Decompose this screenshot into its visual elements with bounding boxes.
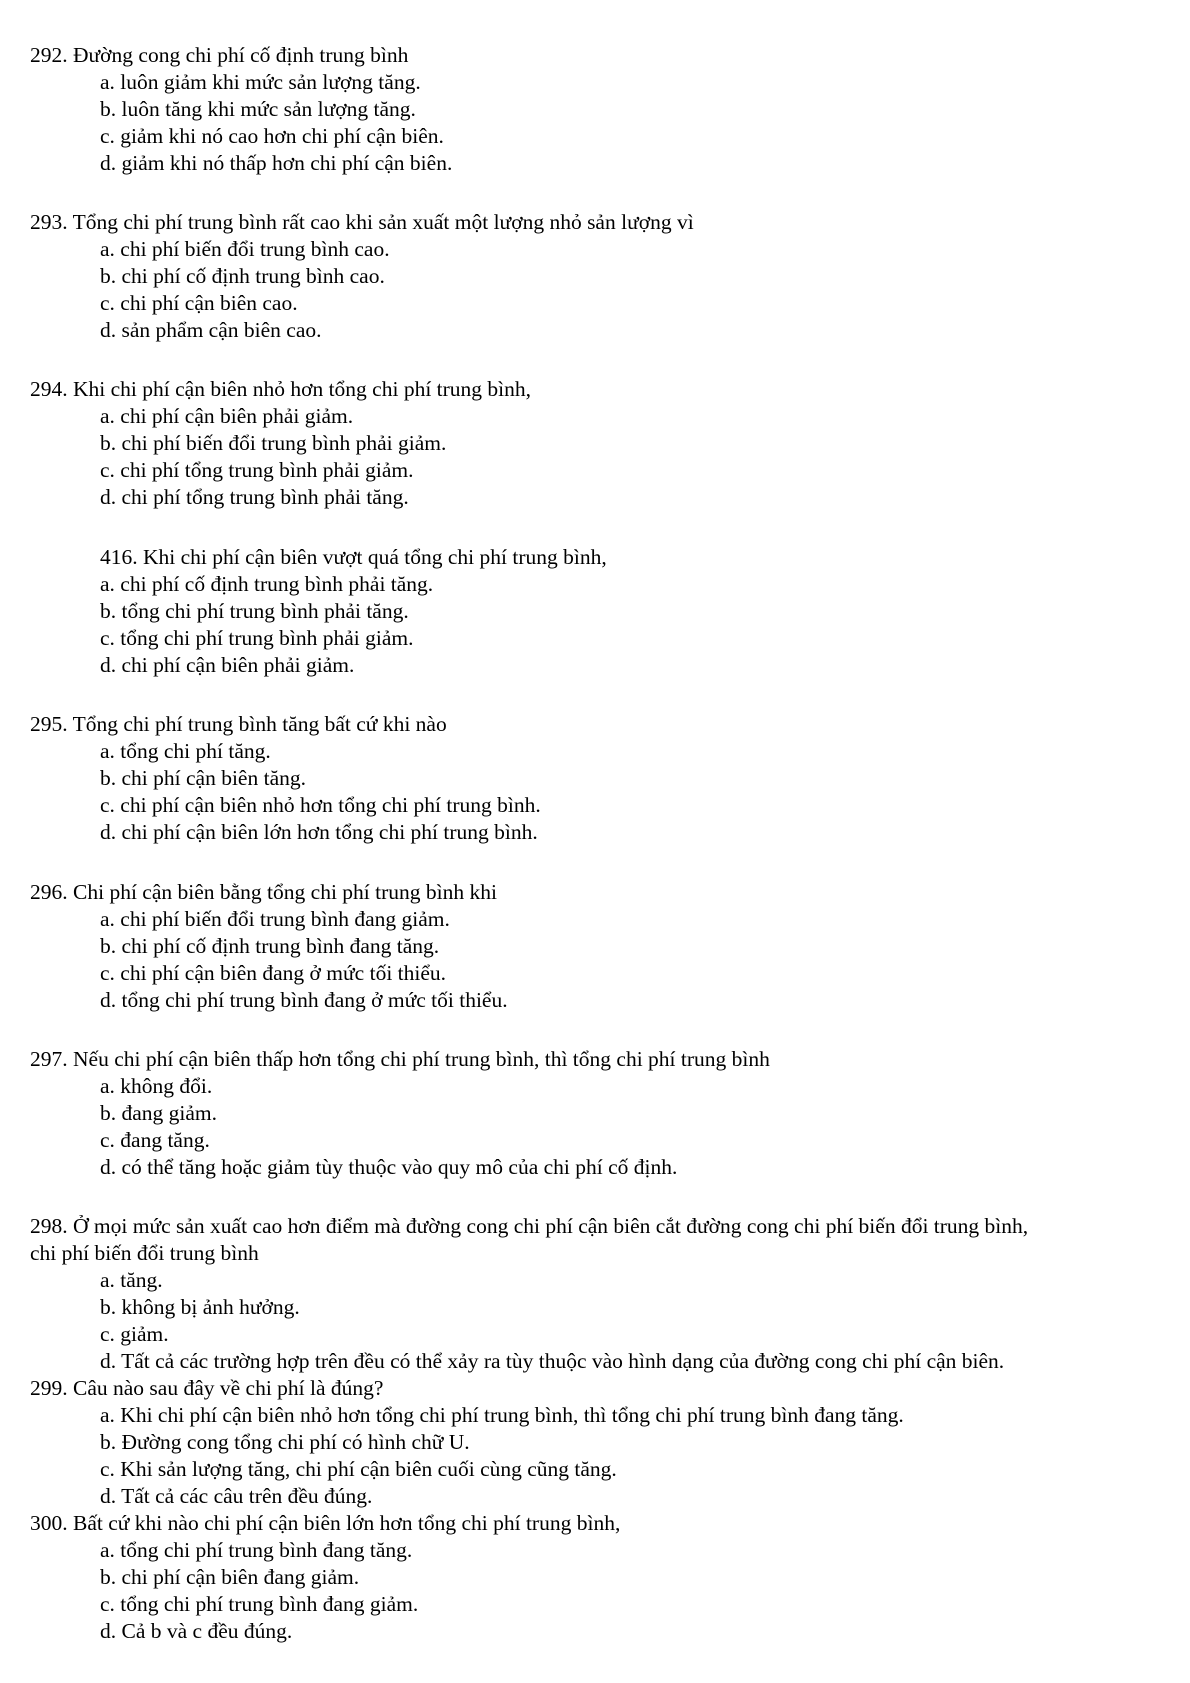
answer-option: c. chi phí cận biên nhỏ hơn tổng chi phí trung bình. (100, 793, 541, 817)
answer-option: d. có thể tăng hoặc giảm tùy thuộc vào quy mô của chi phí cố định. (100, 1155, 678, 1179)
answer-option: d. chi phí cận biên lớn hơn tổng chi phí trung bình. (100, 820, 538, 844)
answer-option: b. chi phí cố định trung bình đang tăng. (100, 934, 440, 958)
answer-option: c. chi phí cận biên đang ở mức tối thiểu. (100, 961, 447, 985)
answer-option: c. chi phí tổng trung bình phải giảm. (100, 458, 414, 482)
question-stem: 297. Nếu chi phí cận biên thấp hơn tổng chi phí trung bình, thì tổng chi phí trung bình (30, 1047, 770, 1071)
answer-option: d. tổng chi phí trung bình đang ở mức tối thiểu. (100, 988, 508, 1012)
question-stem: 416. Khi chi phí cận biên vượt quá tổng chi phí trung bình, (100, 545, 607, 569)
answer-option: a. Khi chi phí cận biên nhỏ hơn tổng chi phí trung bình, thì tổng chi phí trung bình đang tăng. (100, 1403, 904, 1427)
question-stem: 298. Ở mọi mức sản xuất cao hơn điểm mà đường cong chi phí cận biên cắt đường cong chi phí biến đổi trung bình, (30, 1214, 1029, 1238)
answer-option: a. tăng. (100, 1268, 163, 1292)
answer-option: d. Tất cả các trường hợp trên đều có thể xảy ra tùy thuộc vào hình dạng của đường cong chi phí cận biên. (100, 1349, 1005, 1373)
answer-option: b. không bị ảnh hưởng. (100, 1295, 300, 1319)
answer-option: a. không đổi. (100, 1074, 213, 1098)
answer-option: c. đang tăng. (100, 1128, 210, 1152)
answer-option: d. giảm khi nó thấp hơn chi phí cận biên. (100, 151, 453, 175)
answer-option: a. tổng chi phí tăng. (100, 739, 271, 763)
question-stem-continued: chi phí biến đổi trung bình (30, 1241, 259, 1265)
answer-option: c. chi phí cận biên cao. (100, 291, 298, 315)
answer-option: b. đang giảm. (100, 1101, 218, 1125)
answer-option: a. chi phí biến đổi trung bình cao. (100, 237, 390, 261)
answer-option: a. tổng chi phí trung bình đang tăng. (100, 1538, 413, 1562)
question-stem: 294. Khi chi phí cận biên nhỏ hơn tổng chi phí trung bình, (30, 377, 532, 401)
answer-option: d. chi phí tổng trung bình phải tăng. (100, 485, 409, 509)
question-stem: 300. Bất cứ khi nào chi phí cận biên lớn hơn tổng chi phí trung bình, (30, 1511, 621, 1535)
answer-option: b. chi phí cận biên đang giảm. (100, 1565, 360, 1589)
answer-option: b. luôn tăng khi mức sản lượng tăng. (100, 97, 416, 121)
answer-option: d. chi phí cận biên phải giảm. (100, 653, 355, 677)
answer-option: d. Tất cả các câu trên đều đúng. (100, 1484, 373, 1508)
answer-option: d. sản phẩm cận biên cao. (100, 318, 322, 342)
answer-option: b. chi phí cố định trung bình cao. (100, 264, 385, 288)
question-stem: 296. Chi phí cận biên bằng tổng chi phí trung bình khi (30, 880, 497, 904)
answer-option: a. chi phí cố định trung bình phải tăng. (100, 572, 434, 596)
answer-option: c. Khi sản lượng tăng, chi phí cận biên cuối cùng cũng tăng. (100, 1457, 617, 1481)
question-stem: 299. Câu nào sau đây về chi phí là đúng? (30, 1376, 384, 1400)
answer-option: c. tổng chi phí trung bình phải giảm. (100, 626, 414, 650)
answer-option: c. giảm khi nó cao hơn chi phí cận biên. (100, 124, 444, 148)
answer-option: a. luôn giảm khi mức sản lượng tăng. (100, 70, 421, 94)
answer-option: b. tổng chi phí trung bình phải tăng. (100, 599, 409, 623)
answer-option: a. chi phí cận biên phải giảm. (100, 404, 354, 428)
question-stem: 295. Tổng chi phí trung bình tăng bất cứ khi nào (30, 712, 447, 736)
answer-option: b. Đường cong tổng chi phí có hình chữ U. (100, 1430, 470, 1454)
answer-option: d. Cả b và c đều đúng. (100, 1619, 293, 1643)
answer-option: b. chi phí biến đổi trung bình phải giảm. (100, 431, 447, 455)
question-stem: 293. Tổng chi phí trung bình rất cao khi sản xuất một lượng nhỏ sản lượng vì (30, 210, 694, 234)
answer-option: c. tổng chi phí trung bình đang giảm. (100, 1592, 419, 1616)
answer-option: b. chi phí cận biên tăng. (100, 766, 306, 790)
question-stem: 292. Đường cong chi phí cố định trung bình (30, 43, 409, 67)
answer-option: c. giảm. (100, 1322, 169, 1346)
answer-option: a. chi phí biến đổi trung bình đang giảm. (100, 907, 450, 931)
